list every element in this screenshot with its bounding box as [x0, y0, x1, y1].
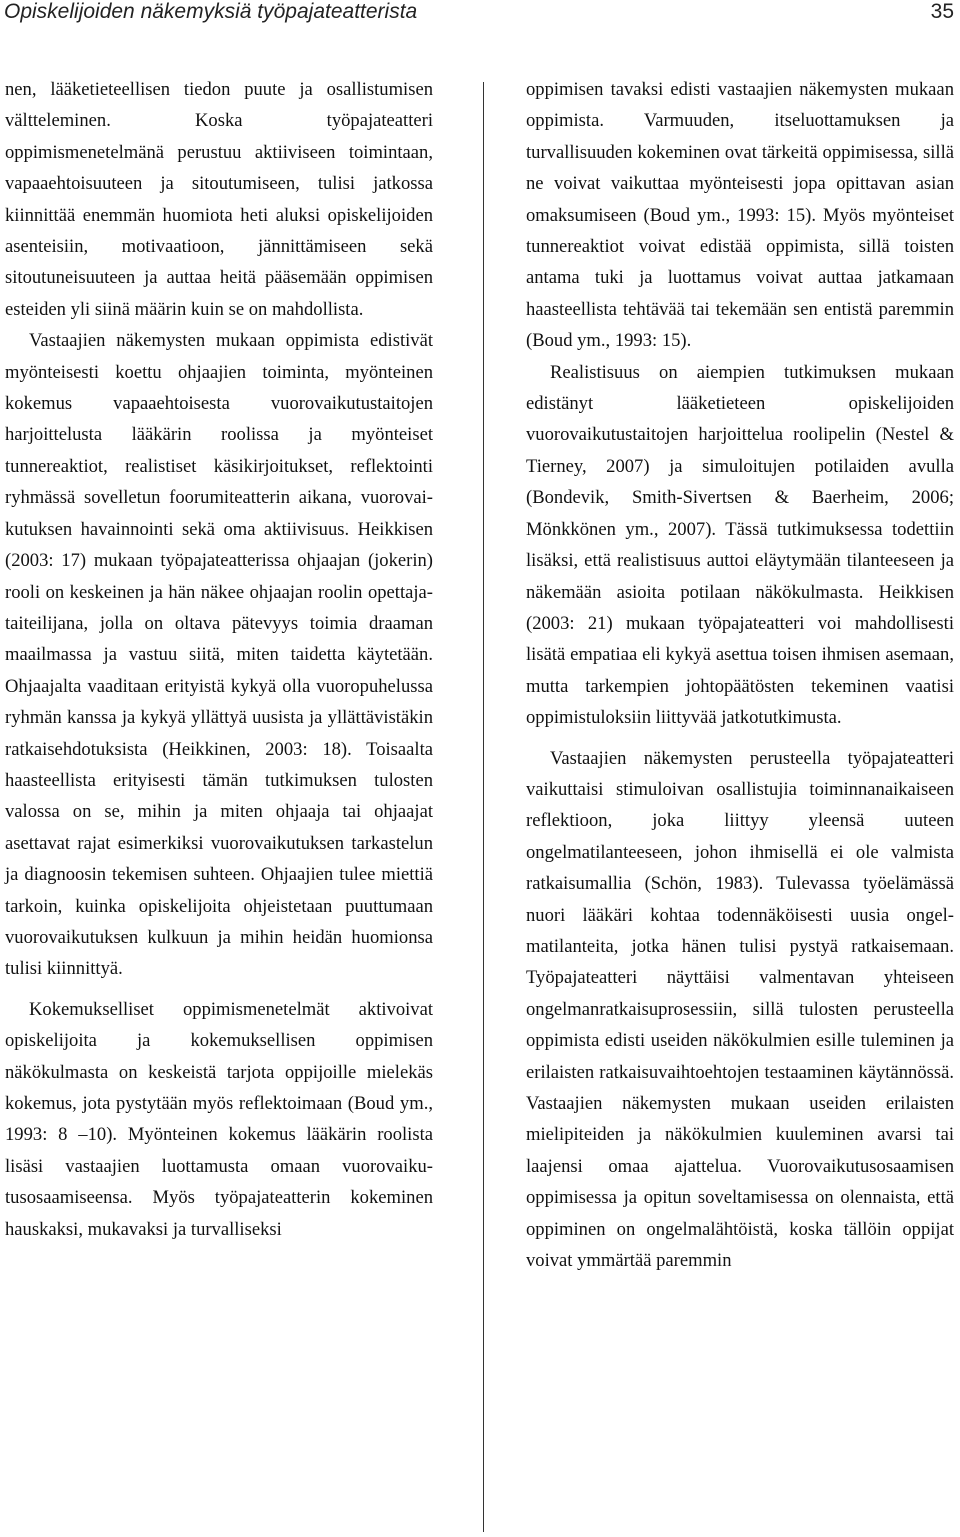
paragraph-left-3: Kokemukselliset oppimismenetelmät aktivoivat opiskelijoita ja kokemuksellisen oppimisen näkökulmasta on keskeistä tarjota oppijoille mielekäs kokemus, jota pystytään myös reflektoimaan (Boud ym., 1993: 8 –10). Myönteinen kokemus lääkärin roolista lisäsi vastaajien luottamusta omaan vuorovaikutusosaamiseensa. Myös työpajateatterin kokeminen hauskaksi, mukavaksi ja turvalliseksi — [5, 998, 433, 1240]
paragraph-right-3: Vastaajien näkemysten perusteella työpajateatteri vaikuttaisi stimuloivan osallistujia toiminnanaikaiseen reflektioon, joka liittyy yleensä uuteen ongelmatilanteeseen, johon ihmisellä ei ole valmista ratkaisumallia (Schön, 1983). Tulevassa työelämässä nuori lääkäri kohtaa todennäköisesti uusia ongelmatilanteita, jotka hänen tulisi pystyä ratkaisemaan. Työpajateatteri näyttäisi valmentavan yhteiseen ongelmanratkaisuprosessiin, sillä tulosten perusteella oppimista edisti useiden näkökulmien esille tuleminen ja erilaisten ratkaisuvaihtoehtojen testaaminen käytännössä. Vastaajien näkemysten mukaan useiden erilaisten mielipiteiden ja näkökulmien kuuleminen avarsi tai laajensi omaa ajattelua. Vuorovaikutusosaamisen oppimisessa ja opitun soveltamisessa on olennaista, että oppiminen on ongelmalähtöistä, koska tällöin oppijat voivat ymmärtää paremmin — [526, 747, 954, 1272]
paragraph-left-1: nen, lääketieteellisen tiedon puute ja osallistumisen vältteleminen. Koska työpajateatteri oppimismenetelmänä perustuu aktiiviseen toimintaan, vapaaehtoisuuteen ja sitoutumiseen, tulisi jatkossa kiinnittää enemmän huomiota heti aluksi opiskelijoiden asenteisiin, motivaatioon, jännittämiseen sekä sitoutuneisuuteen ja auttaa heitä pääsemään oppimisen esteiden yli siinä määrin kuin se on mahdollista. — [5, 79, 433, 320]
running-header — [4, 0, 956, 30]
running-title: Opiskelijoiden näkemyksiä työpajateatterista — [4, 0, 418, 23]
column-divider — [483, 82, 484, 1532]
paragraph-left-2: Vastaajien näkemysten mukaan oppimista edistivät myönteisesti koettu ohjaajien toiminta, myönteinen kokemus vapaaehtoisesta vuorovaikutustaitojen harjoittelusta lääkärin roolissa ja myönteiset tunnereaktiot, realistiset käsikirjoitukset, reflektointi ryhmässä sovelletun foorumiteatterin aikana, vuorovaikutuksen havainnointi sekä oma aktiivisuus. Heikkisen (2003: 17) mukaan työpajateatterissa ohjaajan (jokerin) rooli on keskeinen ja hän näkee ohjaajan roolin opettaja-taiteilijana, jolla on oltava pätevyys toimia draaman maailmassa ja vastuu siitä, miten taidetta käytetään. Ohjaajalta vaaditaan erityistä kykyä olla vuoropuhelussa ryhmän kanssa ja kykyä yllättyä uusista ja yllättävistäkin ratkaisehdotuksista (Heikkinen, 2003: 18). Toisaalta haasteellista erityisesti tämän tutkimuksen tulosten valossa on se, mihin ja miten ohjaaja tai ohjaajat asettavat rajat esimerkiksi vuorovaikutuksen tarkastelun ja diagnoosin tekemisen suhteen. Ohjaajien tulee miettiä tarkoin, kuinka opiskelijoita ohjeistetaan puuttumaan vuorovaikutuksen kulkuun ja mihin heidän huomionsa tulisi kiinnittyä. — [5, 330, 433, 980]
page-number: 35 — [930, 0, 954, 23]
paragraph-right-2: Realistisuus on aiempien tutkimuksen mukaan edistänyt lääketieteen opiskelijoiden vuorovaikutustaitojen harjoittelua roolipelin (Nestel & Tierney, 2007) ja simuloitujen potilaiden avulla (Bondevik, Smith-Sivertsen & Baerheim, 2006; Mönkkönen ym., 2007). Tässä tutkimuksessa todettiin lisäksi, että realistisuus auttoi eläytymään tilanteeseen ja näkemään asioita potilaan näkökulmasta. Heikkisen (2003: 21) mukaan työpajateatteri voi mahdollisesti lisätä empatiaa eli kykyä asettua toisen ihmisen asemaan, mutta tarkempien johtopäätösten tekeminen vaatisi oppimistuloksiin liittyvää jatkotutkimusta. — [526, 361, 954, 729]
paragraph-right-1: oppimisen tavaksi edisti vastaajien näkemysten mukaan oppimista. Varmuuden, itseluottamuksen ja turvallisuuden kokeminen ovat tärkeitä oppimisessa, sillä ne voivat vaikuttaa myönteisesti jopa opittavan asian omaksumiseen (Boud ym., 1993: 15). Myös myönteiset tunnereaktiot voivat edistää oppimista, sillä toisten antama tuki ja luottamus voivat auttaa jatkamaan haasteellista tehtävää tai tekemään sen entistä paremmin (Boud ym., 1993: 15). — [526, 79, 954, 352]
right-column — [526, 74, 954, 1276]
left-column — [5, 74, 433, 1245]
